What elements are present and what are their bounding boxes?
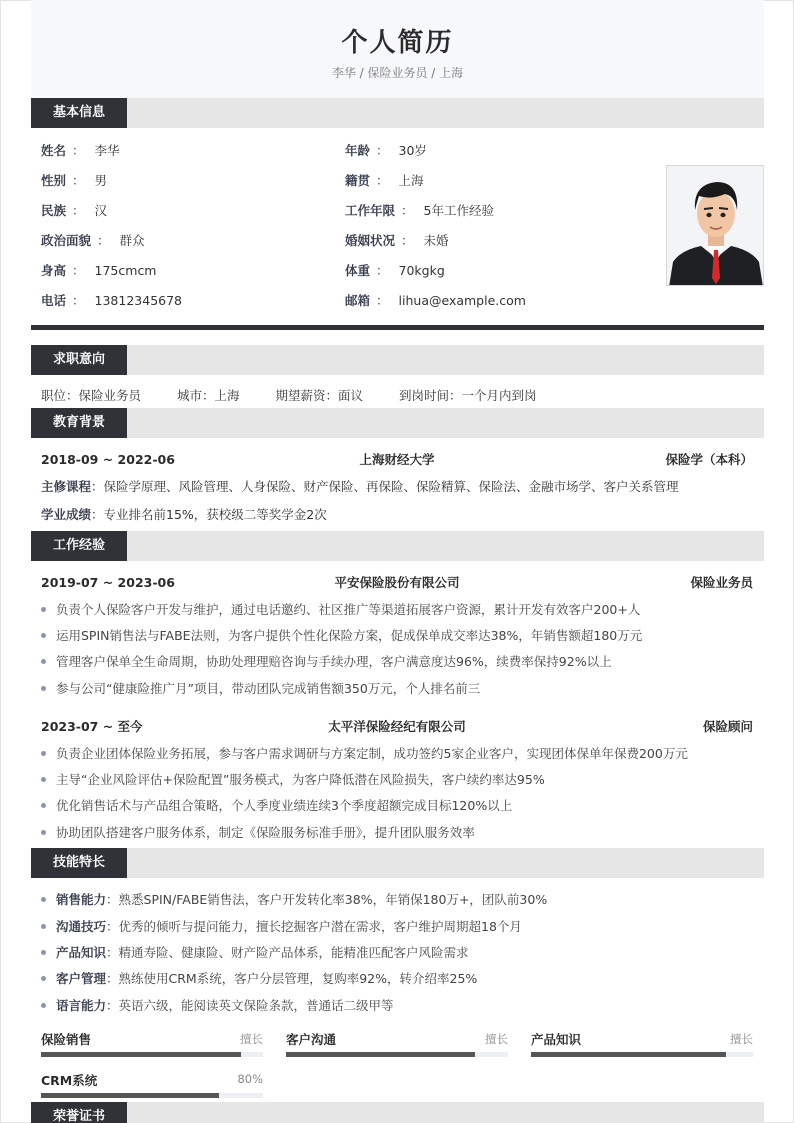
basic-info-colon: ： <box>72 143 85 158</box>
bullet-dot <box>41 633 46 638</box>
basic-info-colon: ： <box>72 293 85 308</box>
skill-label: 沟通技巧 <box>56 919 107 934</box>
section-title: 教育背景 <box>31 408 127 438</box>
work-period: 2023-07 ~ 至今 <box>41 719 143 734</box>
profile-photo <box>666 165 764 286</box>
basic-info-row <box>345 291 526 311</box>
skill-bar-track <box>286 1052 508 1057</box>
intent-city: 城市：上海 <box>176 388 240 403</box>
basic-info-value: 汉 <box>94 203 108 218</box>
work-bullet <box>41 796 512 816</box>
skill-bar-fill <box>531 1052 726 1057</box>
bullet-dot <box>41 950 46 955</box>
resume-header <box>31 0 764 98</box>
section-title: 基本信息 <box>31 98 127 128</box>
skill-bar-level: 80% <box>237 1072 263 1086</box>
work-role: 保险业务员 <box>690 575 753 590</box>
grades-label: 学业成绩 <box>41 507 92 522</box>
basic-info-value: 上海 <box>398 173 424 188</box>
section-work <box>31 531 764 561</box>
basic-info-colon: ： <box>376 293 389 308</box>
basic-info-value: 175cmcm <box>94 263 157 278</box>
section-job-intent <box>31 345 764 375</box>
skill-bar-track <box>41 1052 263 1057</box>
skill-bar-level: 擅长 <box>240 1032 263 1046</box>
basic-info-value: 70kgkg <box>398 263 445 278</box>
education-courses <box>41 477 679 497</box>
basic-info-value: lihua@example.com <box>398 293 526 308</box>
education-major: 保险学（本科） <box>665 452 753 467</box>
work-company: 平安保险股份有限公司 <box>334 575 460 590</box>
section-basic-info <box>31 98 764 128</box>
basic-info-colon: ： <box>376 173 389 188</box>
basic-info-row <box>41 291 182 311</box>
section-skills <box>31 848 764 878</box>
skill-item <box>41 996 394 1016</box>
basic-info-colon: ： <box>72 203 85 218</box>
bullet-dot <box>41 976 46 981</box>
avatar-illustration <box>667 166 764 286</box>
basic-info-label: 电话 <box>41 293 67 308</box>
bullet-text: 参与公司“健康险推广月”项目，带动团队完成销售额350万元，个人排名前三 <box>56 681 481 696</box>
work-row <box>41 717 753 737</box>
section-title: 求职意向 <box>31 345 127 375</box>
skill-bar-fill <box>286 1052 475 1057</box>
work-company: 太平洋保险经纪有限公司 <box>328 719 466 734</box>
skill-bar <box>41 1071 263 1101</box>
work-role: 保险顾问 <box>702 719 753 734</box>
skill-label: 语言能力 <box>56 998 107 1013</box>
basic-info-value: 李华 <box>94 143 120 158</box>
intent-position: 职位：保险业务员 <box>41 388 142 403</box>
basic-info-value: 男 <box>94 173 108 188</box>
basic-info-row <box>41 261 157 281</box>
skill-item <box>41 890 547 910</box>
bullet-dot <box>41 777 46 782</box>
courses-label: 主修课程 <box>41 479 92 494</box>
basic-info-value: 未婚 <box>423 233 449 248</box>
education-school: 上海财经大学 <box>359 452 435 467</box>
intent-salary: 期望薪资：面议 <box>275 388 363 403</box>
basic-info-row <box>345 171 424 191</box>
bullet-text: 优化销售话术与产品组合策略，个人季度业绩连续3个季度超额完成目标120%以上 <box>56 798 513 813</box>
basic-info-label: 体重 <box>345 263 371 278</box>
skill-text: ：优秀的倾听与提问能力，擅长挖掘客户潜在需求，客户维护周期超18个月 <box>106 919 522 934</box>
basic-info-row <box>41 171 107 191</box>
basic-info-colon: ： <box>72 263 85 278</box>
basic-info-value: 5年工作经验 <box>423 203 494 218</box>
basic-info-label: 邮箱 <box>345 293 371 308</box>
bullet-text: 负责企业团体保险业务拓展，参与客户需求调研与方案定制，成功签约5家企业客户，实现团体保单年保费200万元 <box>56 746 688 761</box>
bullet-dot <box>41 659 46 664</box>
basic-info-row <box>41 201 107 221</box>
basic-info-row <box>345 261 445 281</box>
section-title: 荣誉证书 <box>31 1102 127 1123</box>
intent-arrival: 到岗时间：一个月内到岗 <box>398 388 537 403</box>
skill-text: ：英语六级，能阅读英文保险条款，普通话二级甲等 <box>106 998 394 1013</box>
section-divider <box>31 325 764 330</box>
education-grades <box>41 505 327 525</box>
work-bullet <box>41 600 640 620</box>
skill-bar <box>531 1030 753 1060</box>
basic-info-value: 30岁 <box>398 143 427 158</box>
basic-info-label: 性别 <box>41 173 67 188</box>
skill-bar-level: 擅长 <box>485 1032 508 1046</box>
skill-bar-track <box>531 1052 753 1057</box>
basic-info-colon: ： <box>72 173 85 188</box>
skill-item <box>41 917 522 937</box>
skill-text: ：熟练使用CRM系统，客户分层管理，复购率92%，转介绍率25% <box>106 971 478 986</box>
courses-text: ：保险学原理、风险管理、人身保险、财产保险、再保险、保险精算、保险法、金融市场学、客户关系管理 <box>91 479 679 494</box>
basic-info-label: 姓名 <box>41 143 67 158</box>
section-title: 技能特长 <box>31 848 127 878</box>
skill-text: ：精通寿险、健康险、财产险产品体系，能精准匹配客户风险需求 <box>106 945 469 960</box>
work-bullet <box>41 679 480 699</box>
skill-bar-name: 保险销售 <box>41 1032 92 1047</box>
work-bullet <box>41 652 612 672</box>
bullet-dot <box>41 751 46 756</box>
basic-info-row <box>41 141 120 161</box>
basic-info-colon: ： <box>376 143 389 158</box>
bullet-text: 协助团队搭建客户服务体系，制定《保险服务标准手册》，提升团队服务效率 <box>56 825 475 840</box>
bullet-dot <box>41 897 46 902</box>
basic-info-label: 籍贯 <box>345 173 371 188</box>
work-period: 2019-07 ~ 2023-06 <box>41 575 175 590</box>
basic-info-label: 婚姻状况 <box>345 233 396 248</box>
skill-label: 客户管理 <box>56 971 107 986</box>
section-honors <box>31 1102 764 1123</box>
bullet-text: 主导“企业风险评估+保险配置”服务模式，为客户降低潜在风险损失，客户续约率达95% <box>56 772 545 787</box>
bullet-dot <box>41 803 46 808</box>
basic-info-row <box>41 231 145 251</box>
skill-label: 销售能力 <box>56 892 107 907</box>
education-row <box>41 450 753 470</box>
bullet-dot <box>41 924 46 929</box>
bullet-dot <box>41 830 46 835</box>
skill-bar-level: 擅长 <box>730 1032 753 1046</box>
skill-text: ：熟悉SPIN/FABE销售法，客户开发转化率38%，年销保180万+，团队前30% <box>106 892 548 907</box>
work-row <box>41 573 753 593</box>
basic-info-label: 民族 <box>41 203 67 218</box>
skill-item <box>41 969 477 989</box>
bullet-dot <box>41 686 46 691</box>
basic-info-row <box>345 201 494 221</box>
work-bullet <box>41 744 688 764</box>
bullet-text: 运用SPIN销售法与FABE法则，为客户提供个性化保险方案，促成保单成交率达38%，年销售额超180万元 <box>56 628 643 643</box>
skill-bar <box>41 1030 263 1060</box>
basic-info-colon: ： <box>376 263 389 278</box>
skill-bar-fill <box>41 1052 241 1057</box>
skill-bar-name: 客户沟通 <box>286 1032 337 1047</box>
basic-info-value: 群众 <box>119 233 145 248</box>
skill-item <box>41 943 469 963</box>
basic-info-colon: ： <box>401 203 414 218</box>
basic-info-colon: ： <box>401 233 414 248</box>
bullet-dot <box>41 1003 46 1008</box>
job-intent-row <box>41 386 536 406</box>
basic-info-label: 工作年限 <box>345 203 396 218</box>
section-title: 工作经验 <box>31 531 127 561</box>
basic-info-label: 身高 <box>41 263 67 278</box>
skill-bar <box>286 1030 508 1060</box>
basic-info-row <box>345 141 427 161</box>
bullet-text: 负责个人保险客户开发与维护，通过电话邀约、社区推广等渠道拓展客户资源，累计开发有效客户200+人 <box>56 602 641 617</box>
education-period: 2018-09 ~ 2022-06 <box>41 452 175 467</box>
basic-info-label: 政治面貌 <box>41 233 92 248</box>
resume-subtitle: 李华 / 保险业务员 / 上海 <box>331 66 464 80</box>
skill-bar-name: 产品知识 <box>531 1032 582 1047</box>
basic-info-colon: ： <box>97 233 110 248</box>
resume-title: 个人简历 <box>341 28 454 58</box>
section-education <box>31 408 764 438</box>
bullet-dot <box>41 607 46 612</box>
work-bullet <box>41 823 475 843</box>
work-bullet <box>41 626 642 646</box>
skill-label: 产品知识 <box>56 945 107 960</box>
basic-info-value: 13812345678 <box>94 293 183 308</box>
basic-info-row <box>345 231 449 251</box>
skill-bar-fill <box>41 1093 219 1098</box>
bullet-text: 管理客户保单全生命周期，协助处理理赔咨询与手续办理，客户满意度达96%，续费率保持92%以上 <box>56 654 612 669</box>
skill-bar-name: CRM系统 <box>41 1073 98 1088</box>
grades-text: ：专业排名前15%，获校级二等奖学金2次 <box>91 507 327 522</box>
basic-info-label: 年龄 <box>345 143 371 158</box>
skill-bar-track <box>41 1093 263 1098</box>
work-bullet <box>41 770 545 790</box>
